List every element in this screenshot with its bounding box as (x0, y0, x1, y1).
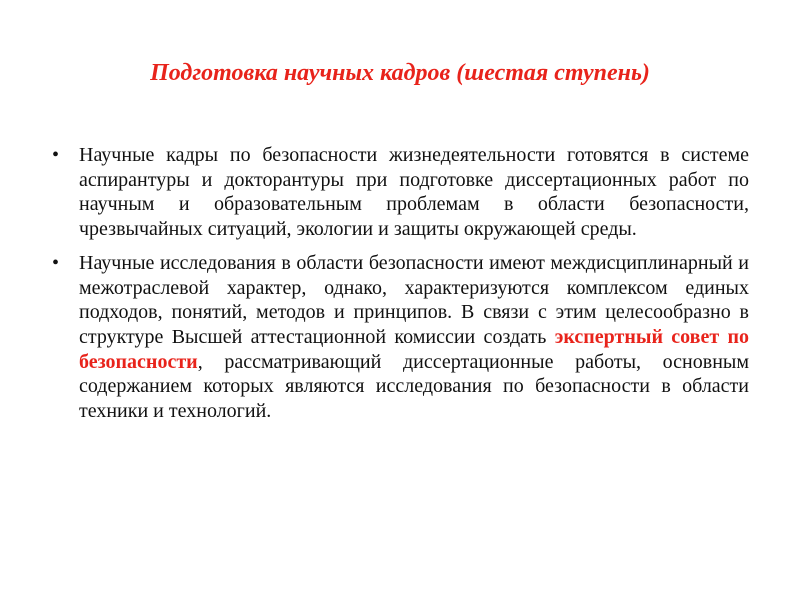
bullet-item-research (52, 251, 749, 424)
slide-title: Подготовка научных кадров (шестая ступень) (150, 60, 650, 86)
bullet-marker: • (52, 251, 60, 274)
bullet-item-training (52, 143, 749, 242)
bullet-text-before: Научные исследования в области безопасности имеют междисциплинарный и межотраслевой характер, однако, характеризуются комплексом единых подходов, понятий, методов и принципов. В связи с этим целесообразно в структуре Высшей аттестационной комиссии создать (79, 251, 749, 348)
highlighted-phrase: экспертный совет по безопасности (79, 325, 749, 373)
bullet-text-after: , рассматривающий диссертационные работы, основным содержанием которых являются исследования по безопасности в области техники и технологий. (79, 350, 749, 423)
bullet-list (52, 143, 749, 433)
bullet-text: Научные кадры по безопасности жизнедеятельности готовятся в системе аспирантуры и докторантуры при подготовке диссертационных работ по научным и образовательным проблемам в области безопасности, чрезвычайных ситуаций, экологии и защиты окружающей среды. (79, 144, 749, 241)
bullet-marker: • (52, 144, 60, 166)
